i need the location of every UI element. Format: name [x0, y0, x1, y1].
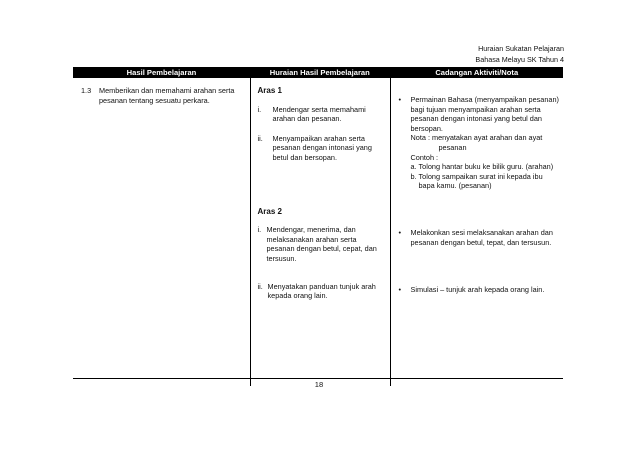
item-number: i. [257, 104, 262, 114]
item-number: i. [257, 225, 262, 235]
nota-continued: pesanan [438, 142, 467, 152]
hasil-cell [73, 78, 250, 386]
aktiviti-bullet-2 [399, 228, 560, 247]
aktiviti-text: Simulasi – tunjuk arah kepada orang lain. [410, 285, 545, 295]
contoh-label: Contoh : [410, 152, 439, 162]
hasil-text: Memberikan dan memahami arahan serta pesanan tentang sesuatu perkara. [99, 86, 235, 105]
example-letter: a. [410, 162, 417, 172]
bullet-icon: • [398, 95, 402, 104]
aktiviti-text: Melakonkan sesi melaksanakan arahan dan pesanan dengan betul, tepat, dan tersusun. [410, 227, 553, 247]
syllabus-table [73, 67, 563, 386]
table-row [73, 78, 563, 386]
footer-divider [73, 378, 563, 379]
header-line-2: Bahasa Melayu SK Tahun 4 [475, 54, 564, 64]
bullet-icon: • [398, 227, 402, 237]
example-text: Tolong hantar buku ke bilik guru. (arahan) [418, 162, 554, 172]
item-text: Mendengar, menerima, dan melaksanakan arahan serta pesanan dengan betul, cepat, dan tersusun. [266, 225, 377, 263]
item-number: ii. [257, 133, 263, 143]
item-text: Mendengar serta memahami arahan dan pesanan. [272, 104, 366, 124]
page-number: 18 [314, 380, 324, 389]
item-text: Menyampaikan arahan serta pesanan dengan intonasi yang betul dan bersopan. [272, 133, 372, 162]
example-text: Tolong sampaikan surat ini kepada ibu [418, 171, 543, 181]
aras-2-title: Aras 2 [257, 206, 282, 216]
col-header-cadangan: Cadangan Aktiviti/Nota [390, 67, 563, 78]
item-number: ii. [257, 281, 263, 291]
header-line-1: Huraian Sukatan Pelajaran [478, 44, 564, 53]
col-header-huraian: Huraian Hasil Pembelajaran [250, 67, 390, 78]
example-b-continued: bapa kamu. (pesanan) [418, 181, 492, 191]
example-a [399, 162, 560, 172]
aras-2-item-2 [258, 282, 386, 301]
aktiviti-bullet-3 [399, 285, 560, 295]
aktiviti-text: Permainan Bahasa (menyampaikan pesanan) bagi tujuan menyampaikan arahan serta pesanan dengan intonasi yang betul dan bersopan. [410, 95, 559, 133]
document-header [475, 44, 564, 65]
aras-1-item-1 [258, 105, 386, 124]
huraian-cell [250, 78, 390, 386]
bullet-icon: • [398, 285, 402, 295]
nota-label: Nota : menyatakan ayat arahan dan ayat [410, 133, 543, 143]
aras-1-item-2 [258, 134, 386, 163]
col-header-hasil: Hasil Pembelajaran [73, 67, 250, 78]
aras-1-title: Aras 1 [257, 86, 282, 95]
hasil-number: 1.3 [81, 86, 92, 95]
cadangan-cell [390, 78, 563, 386]
table-header-row [73, 67, 563, 78]
aras-2-item-1 [258, 225, 386, 263]
item-text: Menyatakan panduan tunjuk arah kepada orang lain. [267, 281, 376, 301]
example-b [399, 172, 560, 182]
aktiviti-bullet-1 [399, 95, 560, 133]
example-letter: b. [410, 171, 417, 181]
